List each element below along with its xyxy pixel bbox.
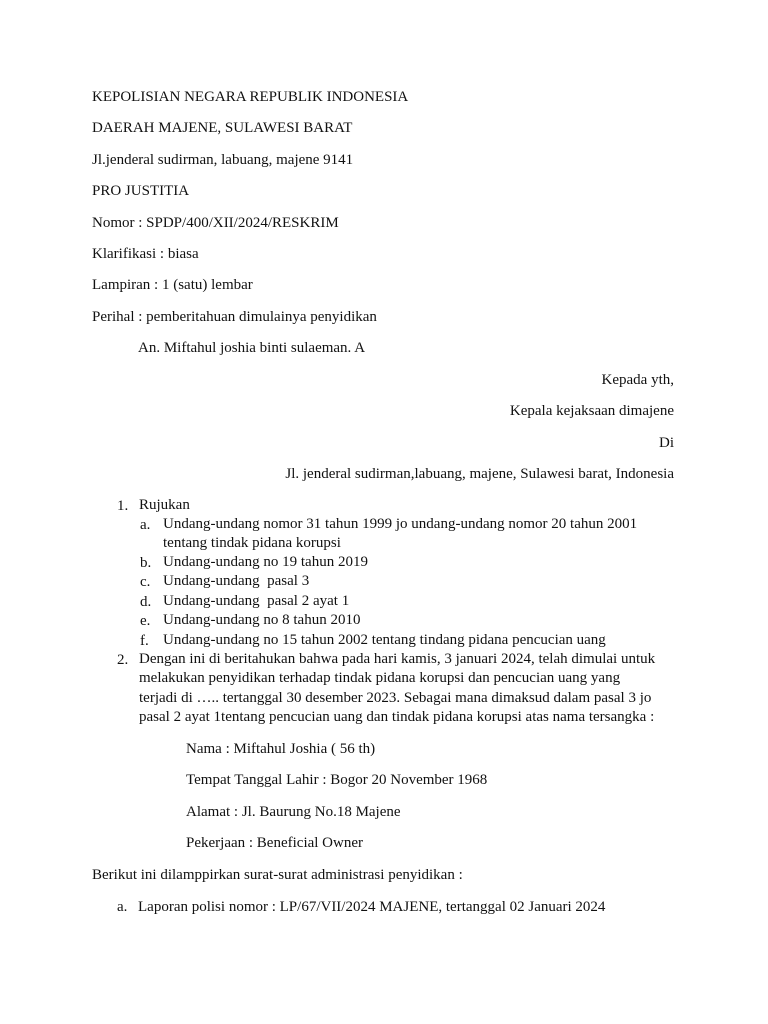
- section-2-line: melakukan penyidikan terhadap tindak pidana korupsi dan pencucian uang yang: [139, 670, 621, 686]
- institution-name: KEPOLISIAN NEGARA REPUBLIK INDONESIA: [92, 89, 409, 105]
- reference-text: tentang tindak pidana korupsi: [163, 535, 341, 551]
- suspect-birth: Tempat Tanggal Lahir : Bogor 20 November 1968: [186, 772, 488, 788]
- recipient-greeting: Kepada yth,: [601, 372, 674, 388]
- region-name: DAERAH MAJENE, SULAWESI BARAT: [92, 120, 353, 136]
- letter-on-behalf: An. Miftahul joshia binti sulaeman. A: [138, 340, 366, 356]
- reference-text: Undang-undang no 8 tahun 2010: [163, 612, 361, 628]
- suspect-name: Nama : Miftahul Joshia ( 56 th): [186, 741, 376, 757]
- letter-classification: Klarifikasi : biasa: [92, 246, 199, 262]
- section-2-line: terjadi di ….. tertanggal 30 desember 2023. Sebagai mana dimaksud dalam pasal 3 jo: [139, 690, 652, 706]
- recipient-di: Di: [659, 435, 674, 451]
- pro-justitia: PRO JUSTITIA: [92, 183, 190, 199]
- letter-number: Nomor : SPDP/400/XII/2024/RESKRIM: [92, 215, 339, 231]
- reference-label: b.: [140, 555, 152, 571]
- attachment-label: a.: [117, 899, 128, 915]
- suspect-address: Alamat : Jl. Baurung No.18 Majene: [186, 804, 401, 820]
- section-1-number: 1.: [117, 498, 129, 514]
- reference-text: Undang-undang no 15 tahun 2002 tentang tindang pidana pencucian uang: [163, 632, 606, 648]
- attachment-text: Laporan polisi nomor : LP/67/VII/2024 MAJENE, tertanggal 02 Januari 2024: [138, 899, 606, 915]
- reference-label: c.: [140, 574, 151, 590]
- letter-subject: Perihal : pemberitahuan dimulainya penyidikan: [92, 309, 377, 325]
- recipient-title: Kepala kejaksaan dimajene: [509, 403, 674, 419]
- reference-label: a.: [140, 517, 151, 533]
- section-2-line: Dengan ini di beritahukan bahwa pada hari kamis, 3 januari 2024, telah dimulai untuk: [139, 651, 656, 667]
- suspect-occupation: Pekerjaan : Beneficial Owner: [186, 835, 364, 851]
- reference-text: Undang-undang pasal 3: [163, 573, 310, 589]
- reference-label: f.: [140, 633, 149, 649]
- letter-attachment-count: Lampiran : 1 (satu) lembar: [92, 277, 253, 293]
- section-2-number: 2.: [117, 652, 129, 668]
- office-address: Jl.jenderal sudirman, labuang, majene 9141: [92, 152, 354, 168]
- reference-label: d.: [140, 594, 152, 610]
- section-1-title: Rujukan: [139, 497, 190, 513]
- recipient-address: Jl. jenderal sudirman,labuang, majene, Sulawesi barat, Indonesia: [285, 466, 674, 482]
- reference-text: Undang-undang nomor 31 tahun 1999 jo undang-undang nomor 20 tahun 2001: [163, 516, 638, 532]
- reference-text: Undang-undang no 19 tahun 2019: [163, 554, 368, 570]
- reference-text: Undang-undang pasal 2 ayat 1: [163, 593, 350, 609]
- section-2-line: pasal 2 ayat 1tentang pencucian uang dan tindak pidana korupsi atas nama tersangka :: [139, 709, 655, 725]
- reference-label: e.: [140, 613, 151, 629]
- attachments-intro: Berikut ini dilamppirkan surat-surat administrasi penyidikan :: [92, 867, 463, 883]
